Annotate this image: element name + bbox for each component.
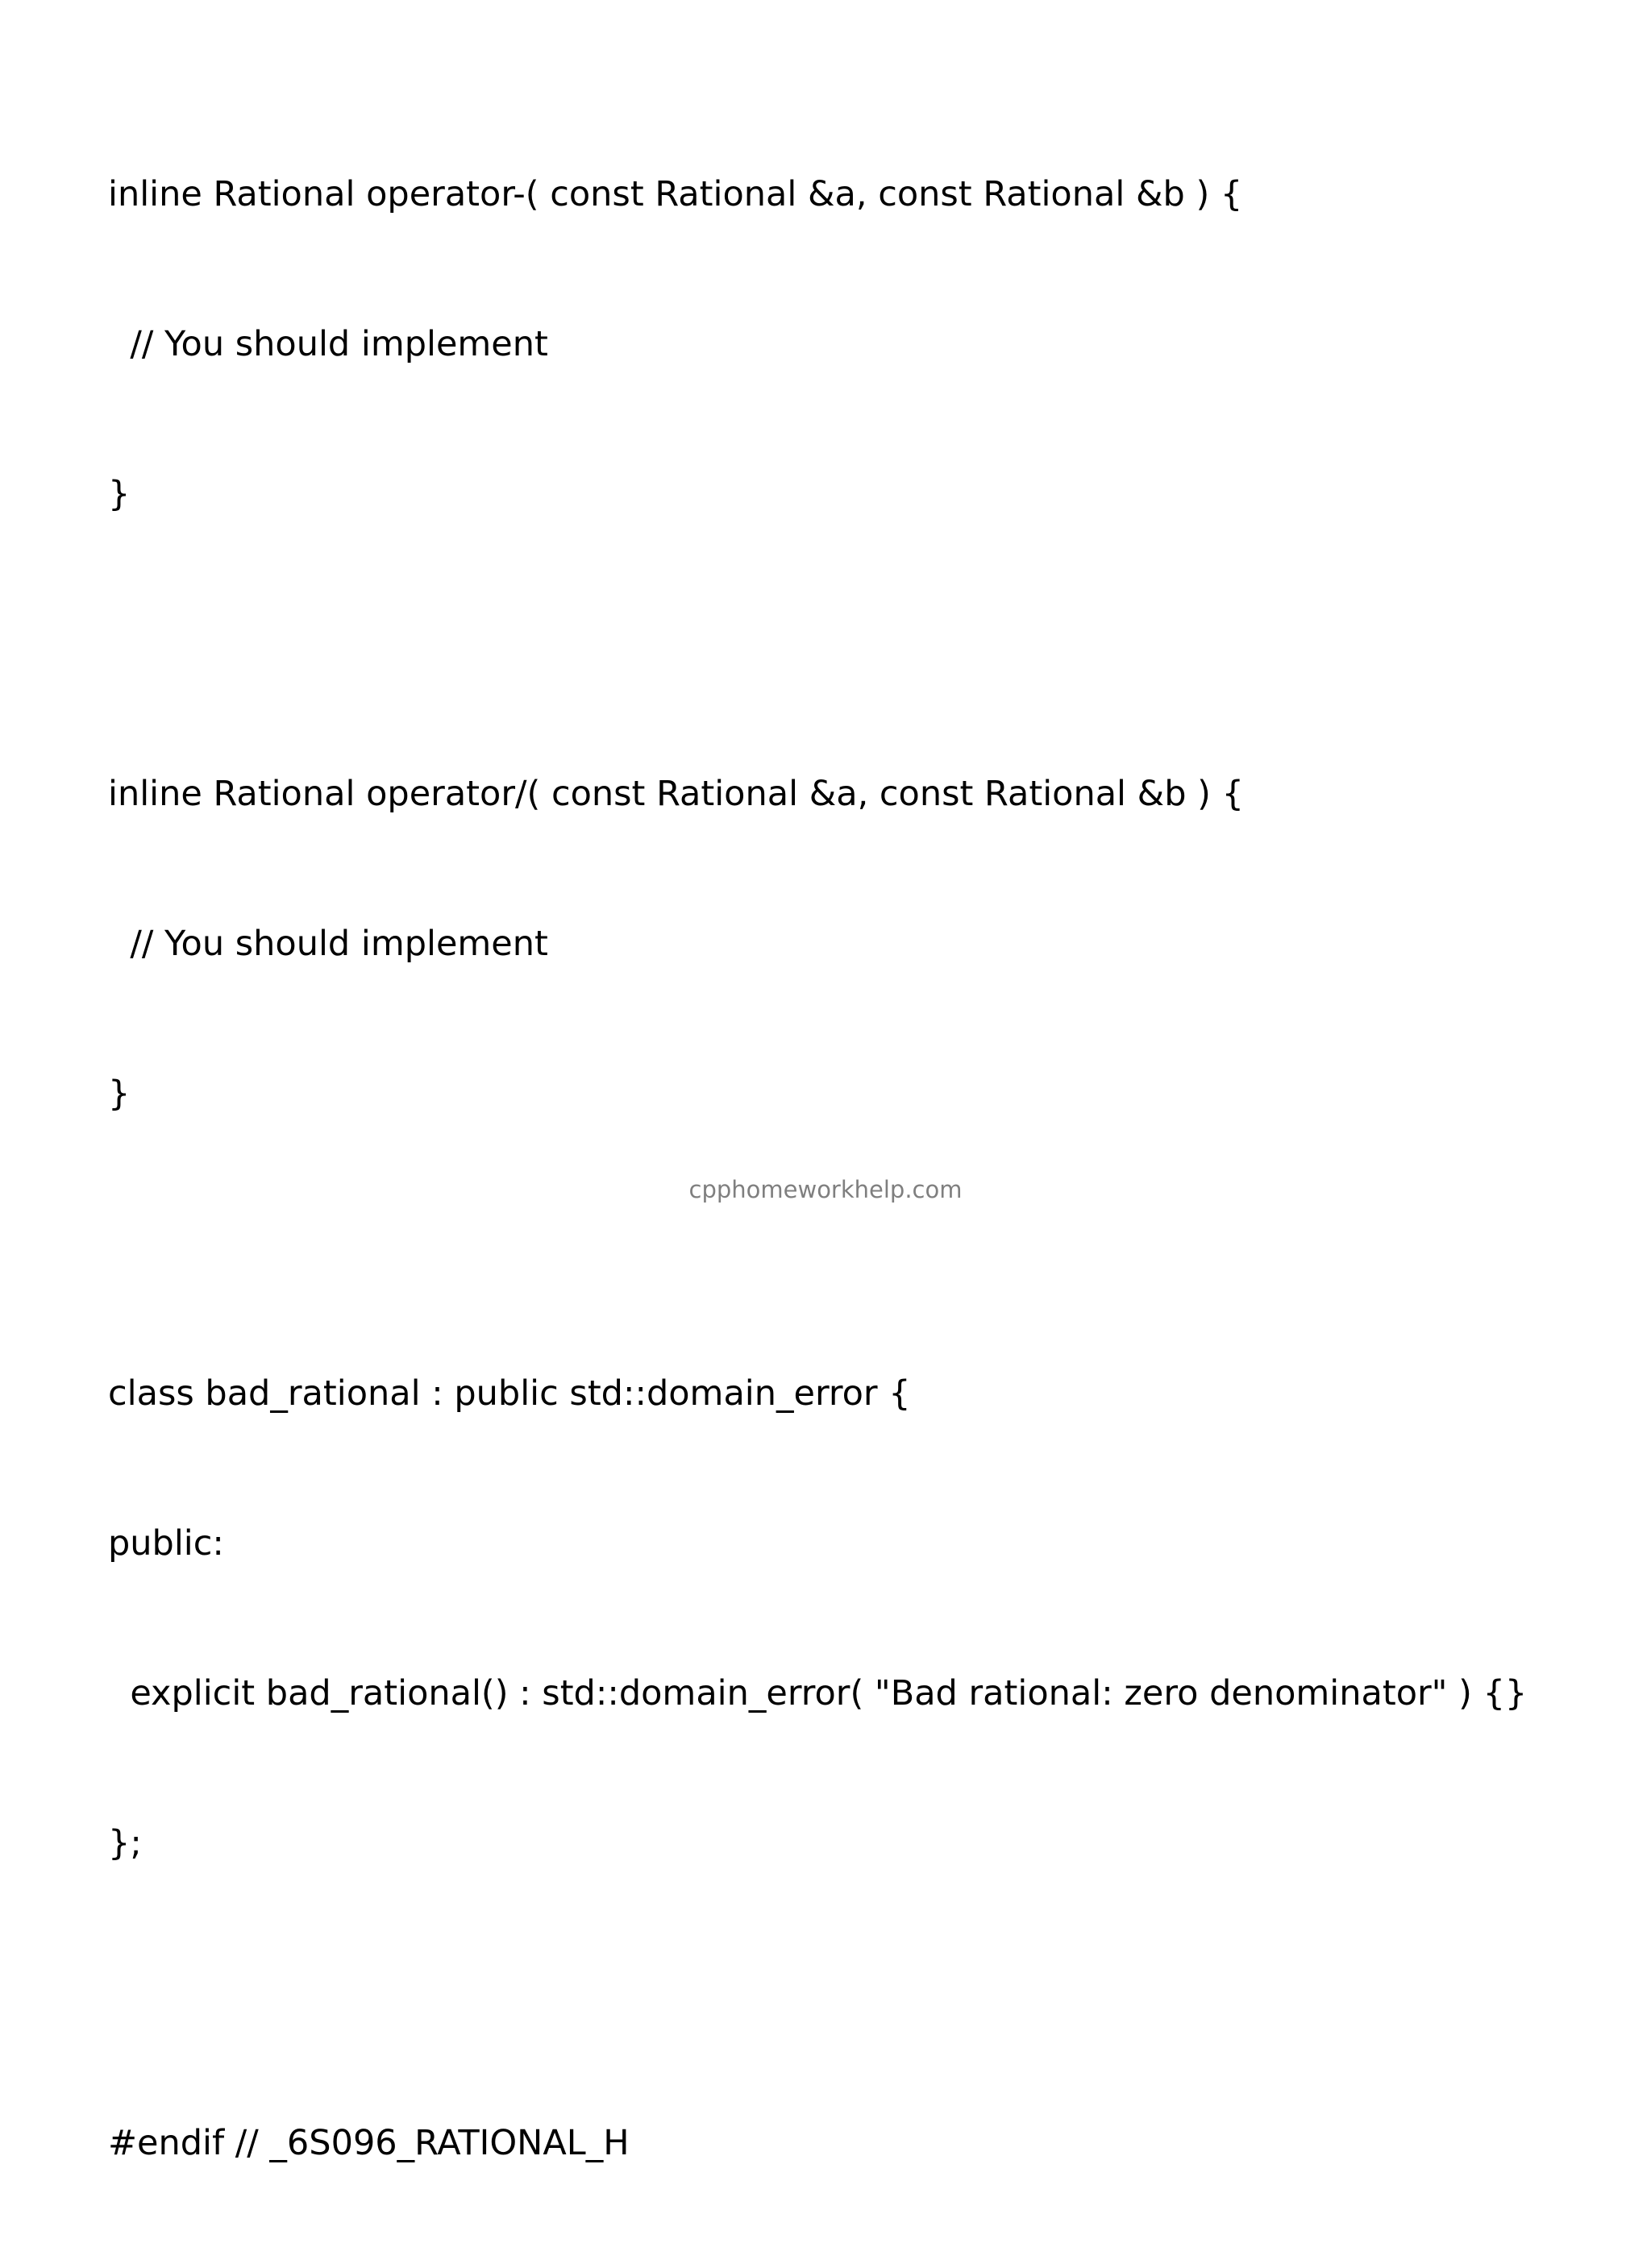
code-line: inline Rational operator-( const Rational &a, const Rational &b ) { [108,174,1243,214]
footer-watermark: cpphomeworkhelp.com [688,1176,963,1203]
code-line: public: [108,1523,224,1564]
code-line: } [108,1074,131,1114]
code-line: }; [108,1823,142,1863]
code-line: #endif // _6S096_RATIONAL_H [108,2123,630,2163]
code-line: explicit bad_rational() : std::domain_error( "Bad rational: zero denominator" ) {} [108,1673,1528,1713]
code-line: // You should implement [108,324,548,364]
code-line: // You should implement [108,924,548,964]
code-block [108,69,1599,2268]
code-line [108,1968,1599,2018]
code-line: class bad_rational : public std::domain_error { [108,1373,911,1414]
code-line [108,1219,1599,1269]
code-line: inline Rational operator/( const Rational &a, const Rational &b ) { [108,774,1244,814]
code-line [108,619,1599,669]
code-line: } [108,474,131,514]
